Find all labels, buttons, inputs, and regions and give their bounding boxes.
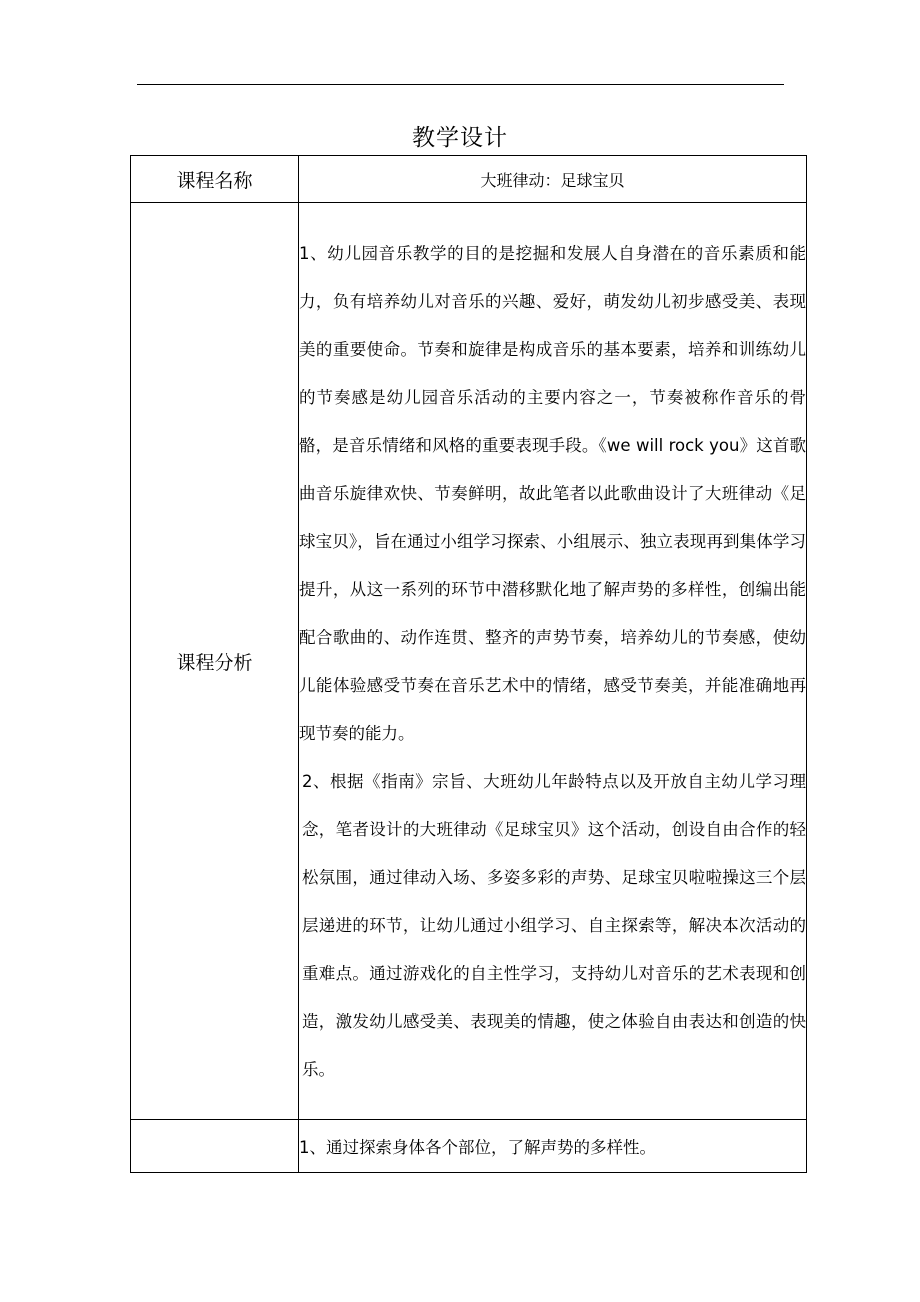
course-analysis-content <box>299 203 807 1120</box>
analysis-paragraph-2: 2、根据《指南》宗旨、大班幼儿年龄特点以及开放自主幼儿学习理念，笔者设计的大班律动《足球宝贝》这个活动，创设自由合作的轻松氛围，通过律动入场、多姿多彩的声势、足球宝贝啦啦操这三个层层递进的环节，让幼儿通过小组学习、自主探索等，解决本次活动的重难点。通过游戏化的自主性学习，支持幼儿对音乐的艺术表现和创造，激发幼儿感受美、表现美的情趣，使之体验自由表达和创造的快乐。 <box>302 772 806 1079</box>
course-name-label: 课程名称 <box>131 156 299 203</box>
analysis-paragraph-1: 1、幼儿园音乐教学的目的是挖掘和发展人自身潜在的音乐素质和能力，负有培养幼儿对音乐的兴趣、爱好，萌发幼儿初步感受美、表现美的重要使命。节奏和旋律是构成音乐的基本要素，培养和训练幼儿的节奏感是幼儿园音乐活动的主要内容之一，节奏被称作音乐的骨骼，是音乐情绪和风格的重要表现手段。《we will rock you》这首歌曲音乐旋律欢快、节奏鲜明，故此笔者以此歌曲设计了大班律动《足球宝贝》，旨在通过小组学习探索、小组展示、独立表现再到集体学习提升，从这一系列的环节中潜移默化地了解声势的多样性，创编出能配合歌曲的、动作连贯、整齐的声势节奏，培养幼儿的节奏感，使幼儿能体验感受节奏在音乐艺术中的情绪，感受节奏美，并能准确地再现节奏的能力。 <box>299 244 806 743</box>
course-name-row <box>131 156 807 203</box>
header-rule <box>137 84 784 85</box>
goal-item-1: 1、通过探索身体各个部位，了解声势的多样性。 <box>299 1138 656 1157</box>
goals-content <box>299 1120 807 1173</box>
course-name-value: 大班律动：足球宝贝 <box>299 156 807 203</box>
goals-row <box>131 1120 807 1173</box>
course-analysis-row <box>131 203 807 1120</box>
goals-label <box>131 1120 299 1173</box>
course-analysis-label: 课程分析 <box>131 203 299 1120</box>
lesson-design-table <box>130 155 807 1173</box>
document-title: 教学设计 <box>412 125 508 151</box>
